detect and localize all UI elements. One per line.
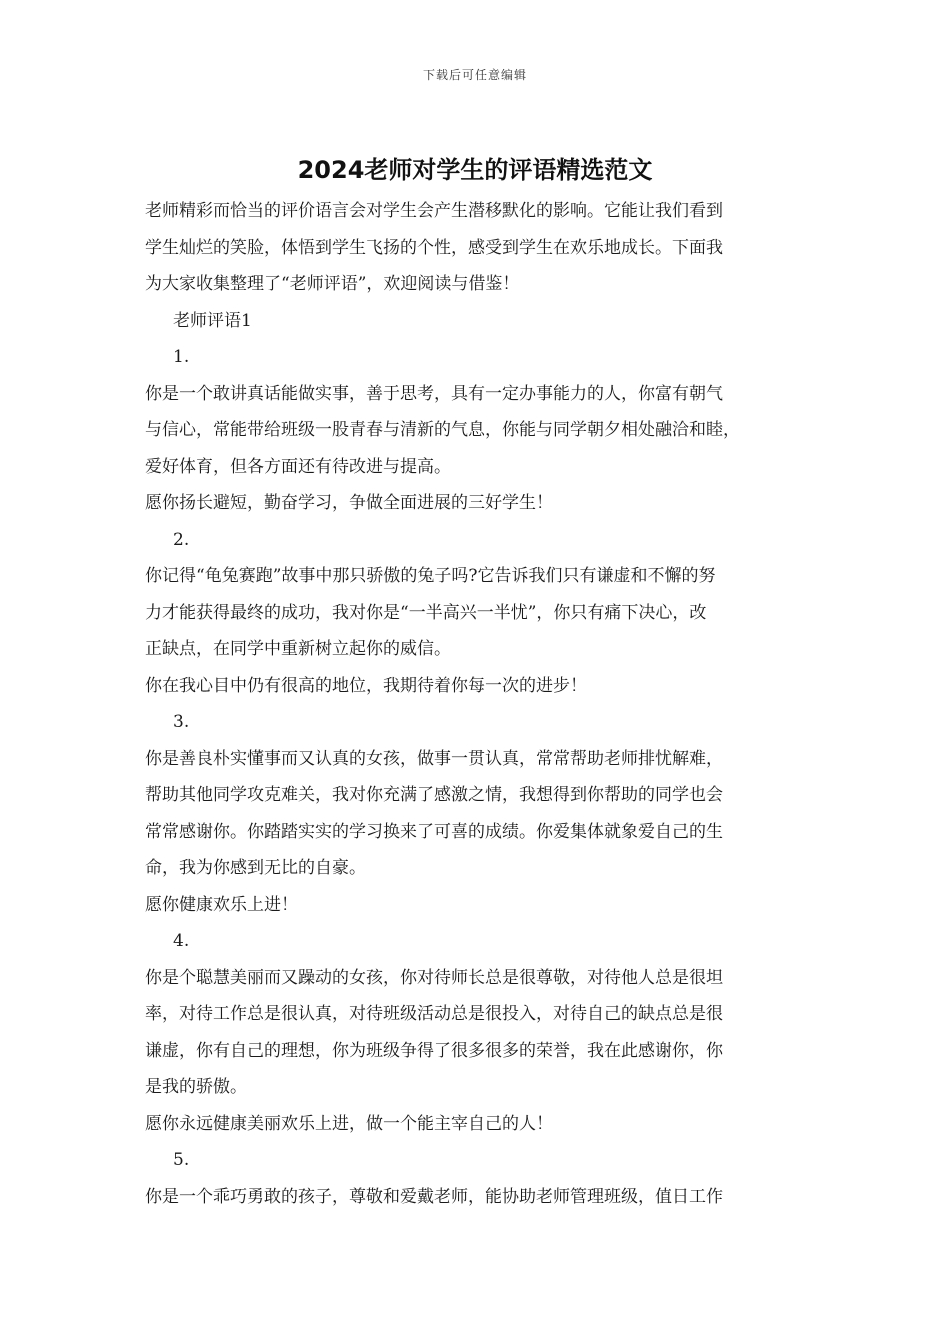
item-line: 率，对待工作总是很认真，对待班级活动总是很投入，对待自己的缺点总是很 [145,1004,723,1024]
intro-line: 为大家收集整理了“老师评语”，欢迎阅读与借鉴！ [145,274,520,294]
item-line: 与信心，常能带给班级一股青春与清新的气息，你能与同学朝夕相处融洽和睦， [145,420,740,440]
item-number: 4. [173,931,190,951]
document-title: 2024老师对学生的评语精选范文 [297,156,653,184]
item-line: 命，我为你感到无比的自豪。 [145,858,366,878]
item-line: 正缺点，在同学中重新树立起你的威信。 [145,639,451,659]
item-line: 谦虚，你有自己的理想，你为班级争得了很多很多的荣誉，我在此感谢你，你 [145,1040,723,1061]
item-line: 你是善良朴实懂事而又认真的女孩，做事一贯认真，常常帮助老师排忧解难， [145,748,723,769]
intro-line: 老师精彩而恰当的评价语言会对学生会产生潜移默化的影响。它能让我们看到 [145,201,723,221]
item-line: 力才能获得最终的成功，我对你是“一半高兴一半忧”，你只有痛下决心，改 [145,602,707,623]
item-line: 你是一个敢讲真话能做实事，善于思考，具有一定办事能力的人，你富有朝气 [145,383,723,404]
document-body [145,193,825,1215]
item-line: 你是个聪慧美丽而又躁动的女孩，你对待师长总是很尊敬，对待他人总是很坦 [145,967,723,988]
item-line: 你是一个乖巧勇敢的孩子，尊敬和爱戴老师，能协助老师管理班级，值日工作 [145,1186,723,1207]
item-number: 3. [173,712,190,732]
item-wish: 愿你永远健康美丽欢乐上进，做一个能主宰自己的人！ [145,1113,553,1134]
item-wish: 你在我心目中仍有很高的地位，我期待着你每一次的进步！ [145,675,587,696]
item-number: 2. [173,529,190,550]
header-note: 下载后可任意编辑 [422,68,527,82]
item-line: 帮助其他同学攻克难关，我对你充满了感激之情，我想得到你帮助的同学也会 [145,785,723,805]
item-number: 5. [173,1150,190,1170]
item-line: 爱好体育，但各方面还有待改进与提高。 [145,456,451,477]
item-line: 是我的骄傲。 [145,1077,247,1097]
item-wish: 愿你扬长避短，勤奋学习，争做全面进展的三好学生！ [145,493,553,513]
section-heading: 老师评语1 [173,310,252,331]
item-wish: 愿你健康欢乐上进！ [145,894,298,915]
item-line: 常常感谢你。你踏踏实实的学习换来了可喜的成绩。你爱集体就象爱自己的生 [145,821,723,842]
intro-line: 学生灿烂的笑脸，体悟到学生飞扬的个性，感受到学生在欢乐地成长。下面我 [145,237,723,258]
item-line: 你记得“龟兔赛跑”故事中那只骄傲的兔子吗?它告诉我们只有谦虚和不懈的努 [145,566,716,586]
item-number: 1. [173,347,190,367]
